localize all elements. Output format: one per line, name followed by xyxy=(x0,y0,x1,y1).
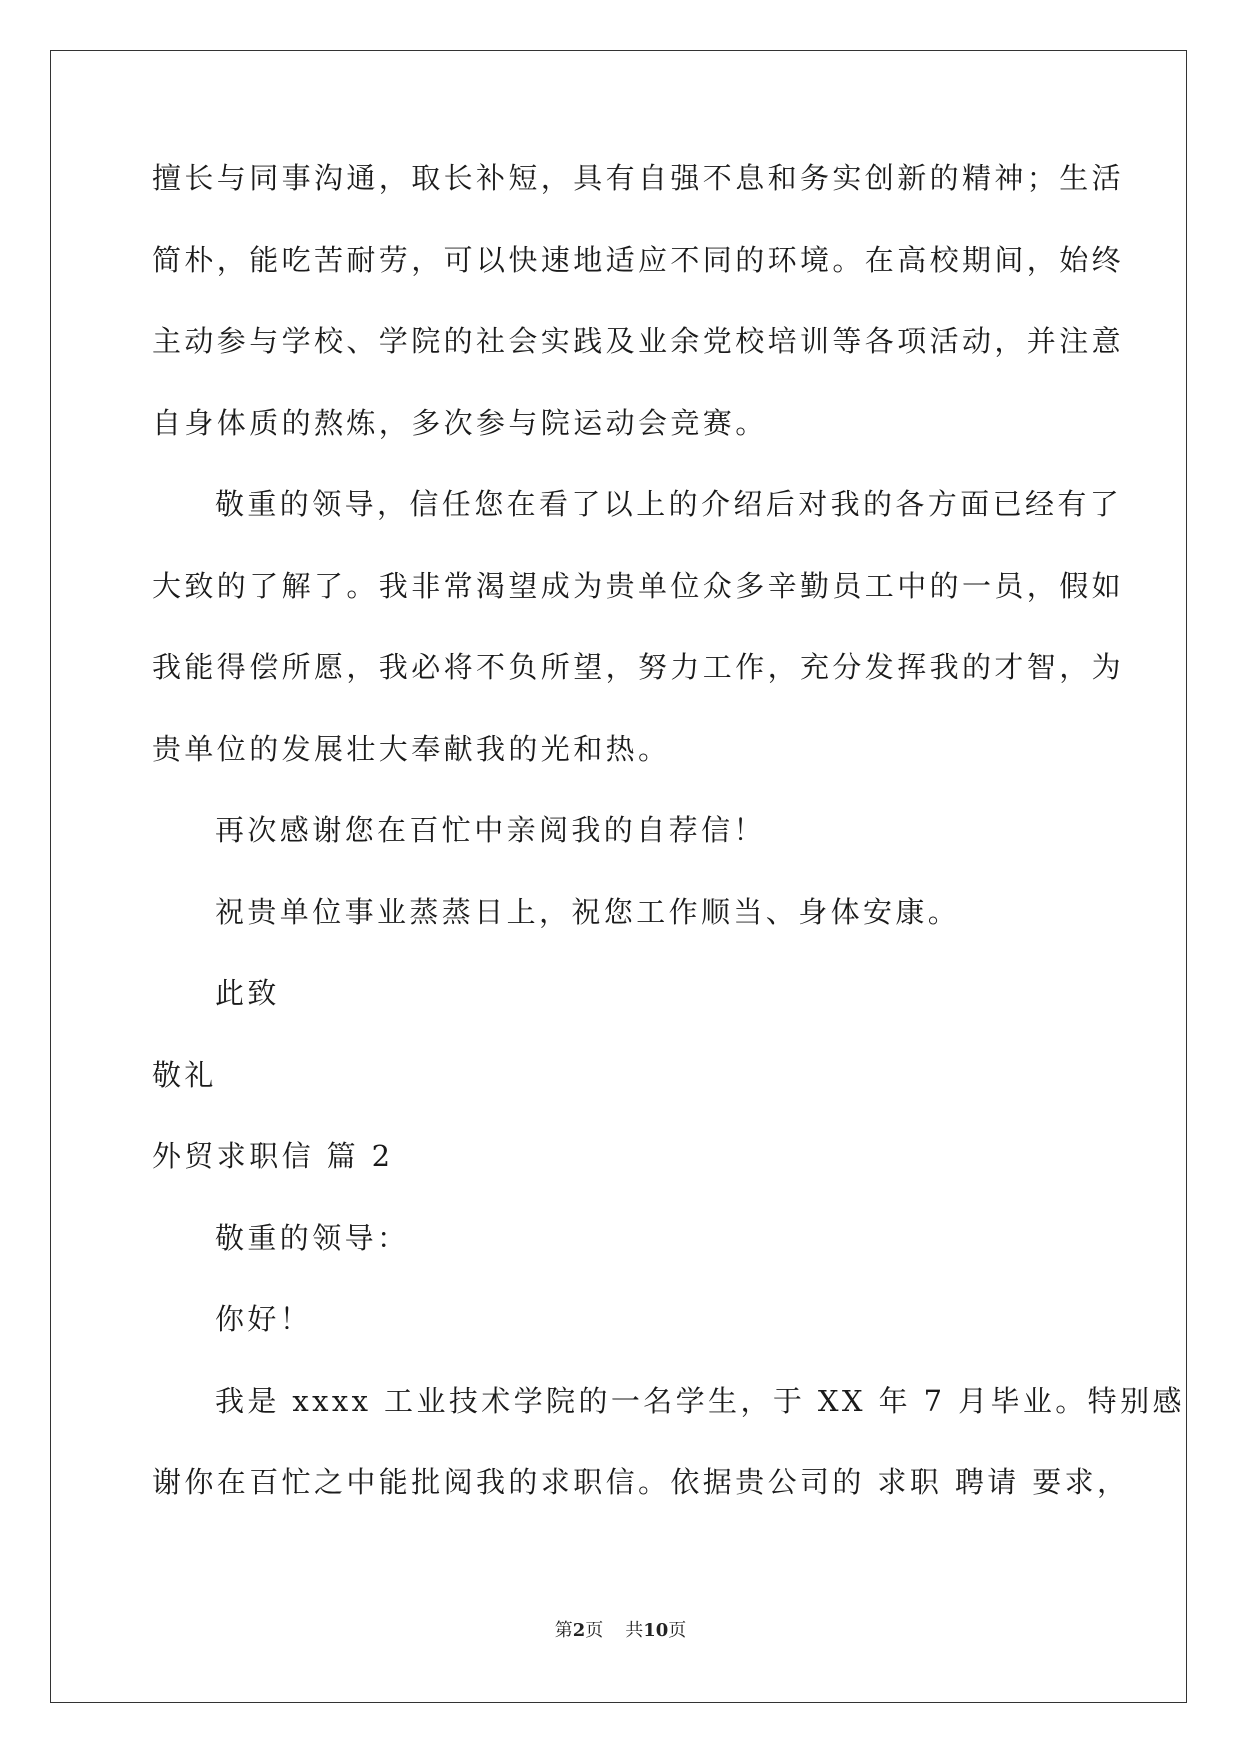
text-line-17: 谢你在百忙之中能批阅我的求职信。依据贵公司的 求职 聘请 要求， xyxy=(152,1465,1130,1499)
page-prefix: 第 xyxy=(554,1620,573,1641)
total-page-number: 10 xyxy=(643,1620,669,1641)
letter-greeting: 敬重的领导： xyxy=(215,1220,410,1255)
text-line-10: 祝贵单位事业蒸蒸日上，祝您工作顺当、身体安康。 xyxy=(215,894,961,929)
document-body xyxy=(152,161,1185,1550)
total-prefix: 共 xyxy=(625,1620,644,1641)
text-line-1: 擅长与同事沟通，取长补短，具有自强不息和务实创新的精神；生活 xyxy=(152,161,1125,195)
text-line-6: 大致的了解了。我非常渴望成为贵单位众多辛勤员工中的一员，假如 xyxy=(152,568,1125,603)
letter-hello: 你好！ xyxy=(215,1302,313,1336)
total-unit: 页 xyxy=(668,1620,687,1641)
text-line-5: 敬重的领导，信任您在看了以上的介绍后对我的各方面已经有了 xyxy=(215,487,1123,521)
text-line-9: 再次感谢您在百忙中亲阅我的自荐信！ xyxy=(215,813,766,847)
text-line-3: 主动参与学校、学院的社会实践及业余党校培训等各项活动，并注意 xyxy=(152,324,1125,358)
text-line-2: 简朴，能吃苦耐劳，可以快速地适应不同的环境。在高校期间，始终 xyxy=(152,242,1125,277)
section-heading: 外贸求职信 篇 2 xyxy=(152,1139,394,1173)
text-line-16: 我是 xxxx 工业技术学院的一名学生，于 XX 年 7 月毕业。特别感 xyxy=(215,1383,1185,1418)
text-line-8: 贵单位的发展壮大奉献我的光和热。 xyxy=(152,731,671,766)
page-footer xyxy=(0,1616,1241,1642)
closing-regards: 敬礼 xyxy=(152,1057,217,1092)
text-line-4: 自身体质的熬炼，多次参与院运动会竞赛。 xyxy=(152,405,768,440)
page-unit: 页 xyxy=(585,1620,604,1641)
current-page-number: 2 xyxy=(572,1620,586,1641)
closing-salutation: 此致 xyxy=(215,976,280,1010)
text-line-7: 我能得偿所愿，我必将不负所望，努力工作，充分发挥我的才智，为 xyxy=(152,650,1125,684)
